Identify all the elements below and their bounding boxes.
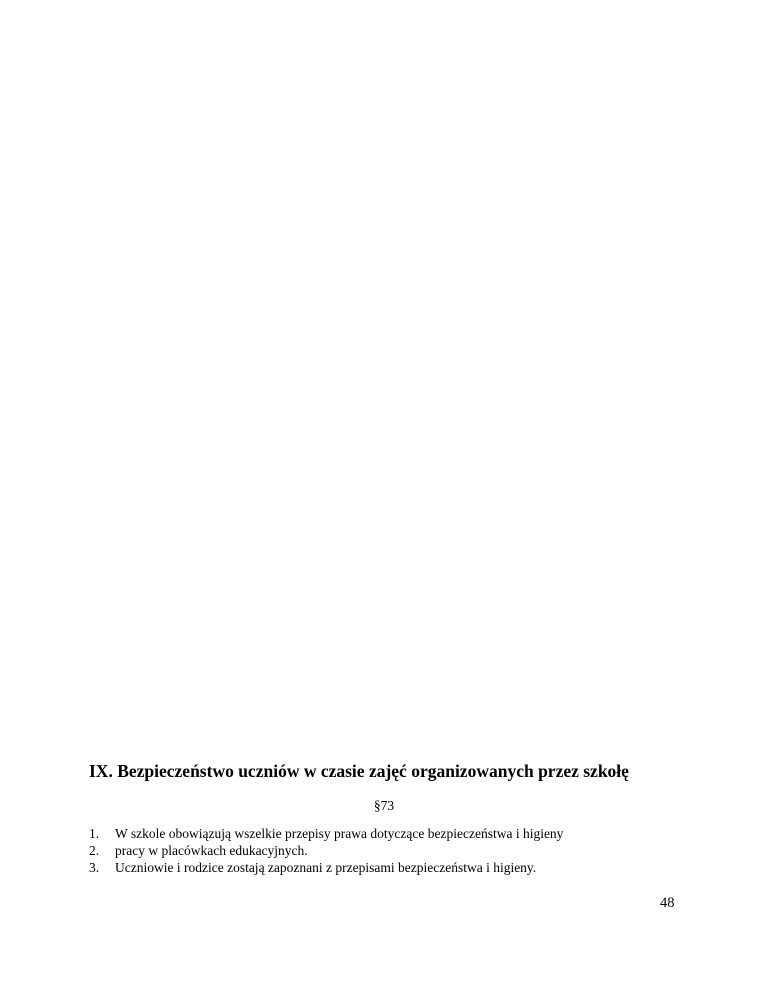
chapter-title: IX. Bezpieczeństwo uczniów w czasie zajęć organizowanych przez szkołę: [89, 761, 629, 781]
list-item-text: pracy w placówkach edukacyjnych.: [115, 843, 308, 858]
list-item-text: Uczniowie i rodzice zostają zapoznani z przepisami bezpieczeństwa i higieny.: [115, 860, 537, 875]
list-item-number: 3.: [89, 860, 100, 875]
numbered-list: [89, 825, 563, 876]
list-item-number: 1.: [89, 826, 100, 841]
list-item: [89, 842, 563, 859]
list-item-text: W szkole obowiązują wszelkie przepisy prawa dotyczące bezpieczeństwa i higieny: [115, 826, 564, 841]
page-number: 48: [660, 895, 675, 911]
section-mark: §73: [373, 798, 395, 813]
list-item-number: 2.: [89, 843, 100, 858]
list-item: [89, 825, 563, 842]
list-item: [89, 859, 563, 876]
